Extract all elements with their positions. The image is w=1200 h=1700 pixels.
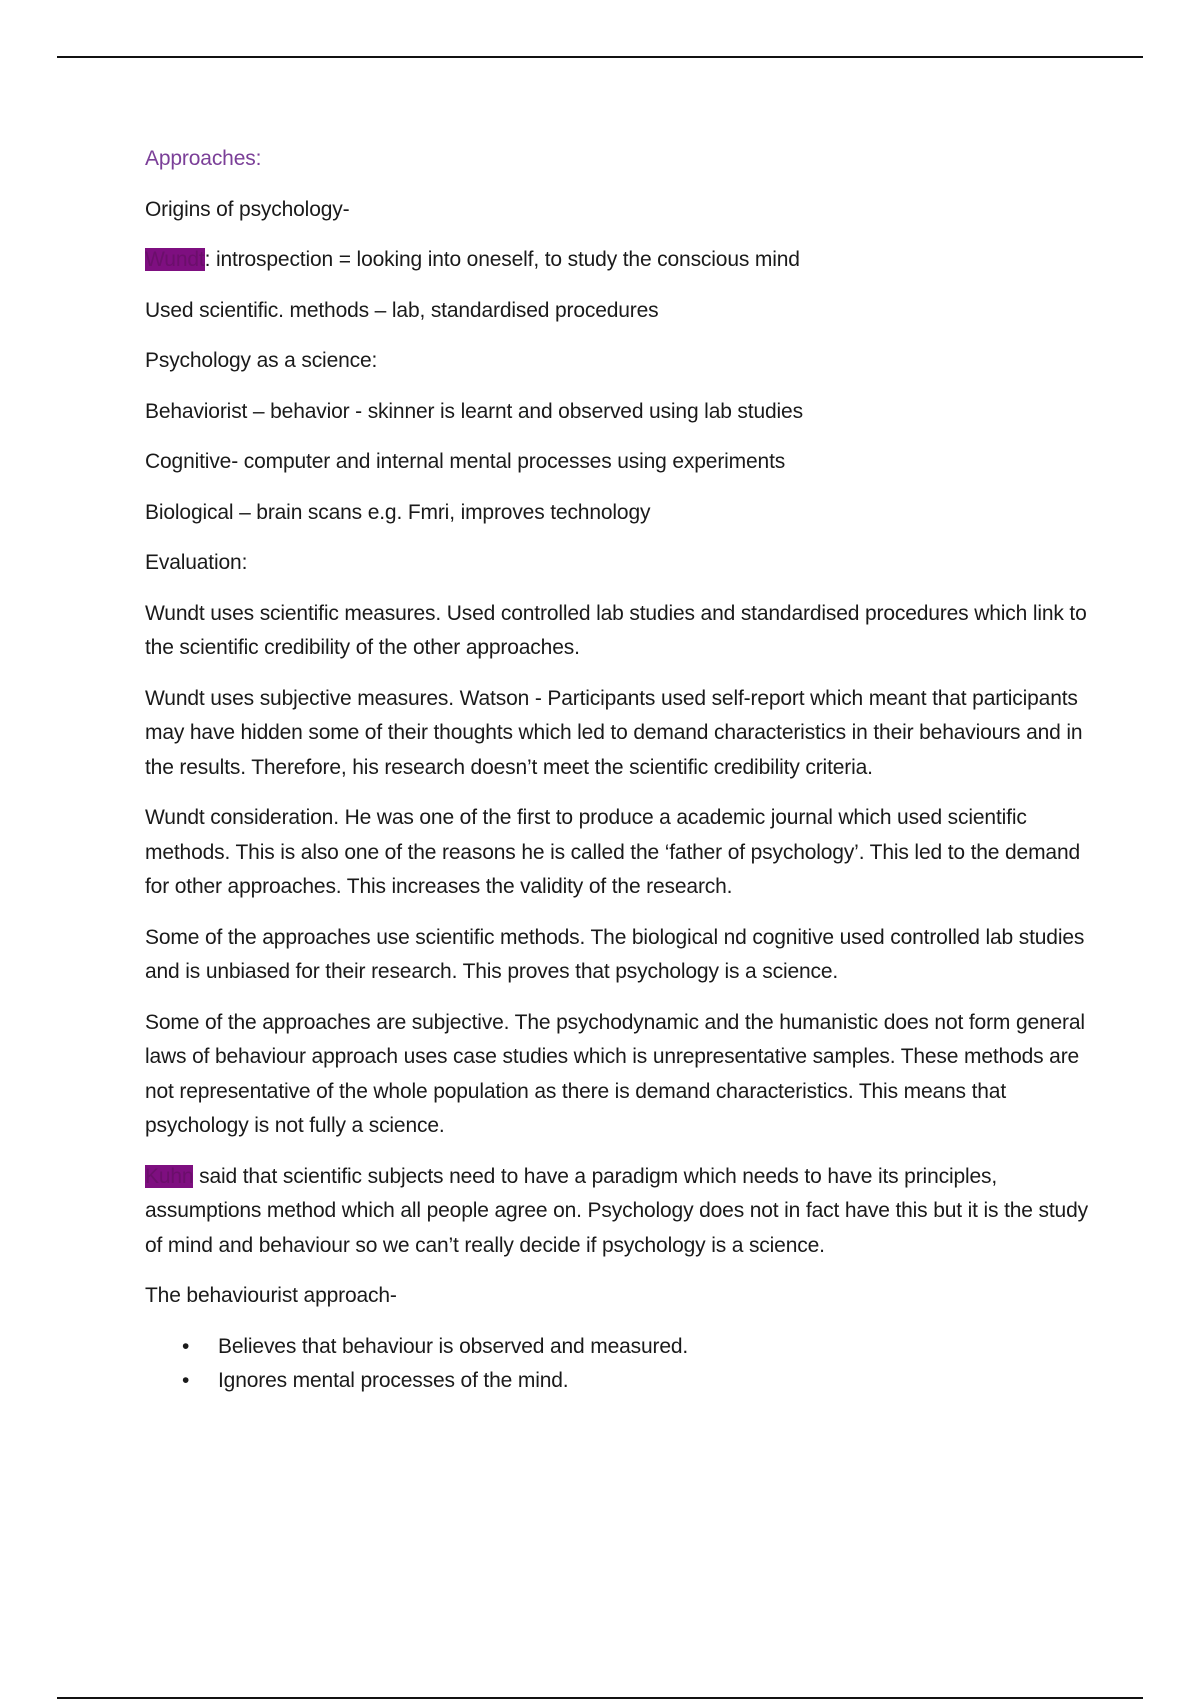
cognitive-line: Cognitive- computer and internal mental processes using experiments [145, 450, 786, 473]
evaluation-heading: Evaluation: [145, 551, 248, 574]
paragraph-consideration: Wundt consideration. He was one of the first to produce a academic journal which used scientific methods. This is also one of the reasons he is called the ‘father of psychology’. This led to the demand for other approaches. This increases the validity of the research. [145, 806, 1081, 898]
wundt-highlight: Wundt [145, 248, 205, 271]
bottom-divider [57, 1697, 1143, 1699]
bullet-icon: • [182, 1369, 190, 1392]
kuhn-text: said that scientific subjects need to have a paradigm which needs to have its principles, assumptions method which all people agree on. Psychology does not in fact have this but it is the study of mind and behaviour so we can’t really decide if psychology is a science. [145, 1164, 1088, 1257]
kuhn-highlight: Kuhn [145, 1164, 194, 1188]
paragraph-scientific-measures: Wundt uses scientific measures. Used controlled lab studies and standardised procedures which link to the scientific credibility of the other approaches. [145, 601, 1087, 659]
wundt-line [145, 243, 1095, 278]
paragraph-approaches-scientific: Some of the approaches use scientific methods. The biological nd cognitive used controlled lab studies and is unbiased for their research. This proves that psychology is a science. [145, 925, 1085, 983]
behaviourist-heading: The behaviourist approach- [145, 1284, 397, 1307]
document-body [145, 142, 1095, 1399]
bullet-icon: • [182, 1334, 190, 1358]
science-heading: Psychology as a science: [145, 349, 378, 372]
paragraph-approaches-subjective: Some of the approaches are subjective. The psychodynamic and the humanistic does not form general laws of behaviour approach uses case studies which is unrepresentative samples. These methods are not representative of the whole population as there is demand characteristics. This means that psychology is not fully a science. [145, 1010, 1085, 1137]
biological-line: Biological – brain scans e.g. Fmri, improves technology [145, 500, 651, 524]
top-divider [57, 56, 1143, 58]
paragraph-subjective-measures: Wundt uses subjective measures. Watson - Participants used self-report which meant that participants may have hidden some of their thoughts which led to demand characteristics in their behaviours and in the results. Therefore, his research doesn’t meet the scientific credibility criteria. [145, 686, 1083, 779]
used-methods-line: Used scientific. methods – lab, standardised procedures [145, 298, 659, 322]
list-item [145, 1330, 1095, 1365]
section-heading: Approaches: [145, 147, 262, 170]
bullet-list [145, 1330, 1095, 1399]
list-item-text: Ignores mental processes of the mind. [218, 1369, 569, 1392]
list-item [145, 1364, 1095, 1399]
kuhn-paragraph [145, 1160, 1095, 1264]
origins-line: Origins of psychology- [145, 197, 350, 221]
behaviorist-line: Behaviorist – behavior - skinner is learnt and observed using lab studies [145, 399, 803, 423]
wundt-text: : introspection = looking into oneself, to study the conscious mind [204, 248, 800, 271]
list-item-text: Believes that behaviour is observed and measured. [218, 1334, 689, 1358]
